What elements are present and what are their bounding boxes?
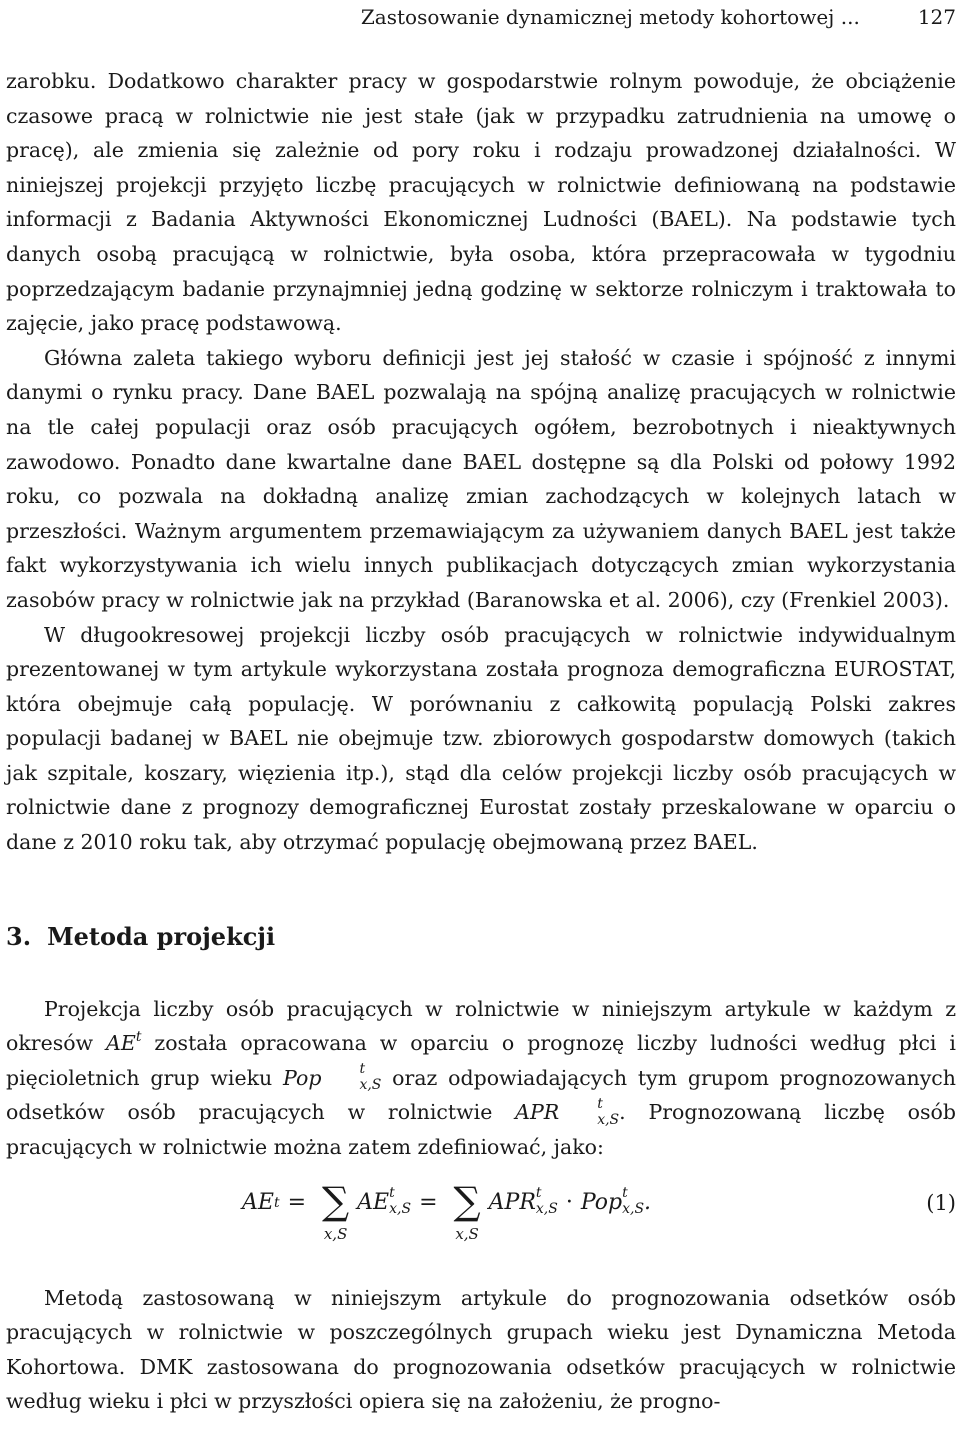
- equation-body: [242, 1179, 651, 1243]
- eq-equals-1: =: [287, 1189, 307, 1215]
- eq-term-pop-subscript: x,S: [622, 1200, 645, 1217]
- eq-term-pop-superscript: t: [622, 1184, 628, 1201]
- math-apr-scripts: [559, 1097, 619, 1127]
- math-apr-subscript: x,S: [597, 1111, 620, 1128]
- math-apr-base: APR: [515, 1100, 560, 1125]
- eq-term-apr-subscript: x,S: [535, 1200, 558, 1217]
- paragraph-3: W długookresowej projekcji liczby osób pracujących w rolnictwie indywidualnym prezentowanej w tym artykule wykorzystana została prognoza demograficzna EUROSTAT, która obejmuje całą populację. W porównaniu z całkowitą populacją Polski zakres populacji badanej w BAEL nie obejmuje tzw. zbiorowych gospodarstw domowych (takich jak szpitale, koszary, więzienia itp.), stąd dla celów projekcji liczby osób pracujących w rolnictwie dane z prognozy demograficznej Eurostat zostały przeskalowane w oparciu o dane z 2010 roku tak, aby otrzymać populację obejmowaną przez BAEL.: [6, 622, 956, 855]
- eq-term-ae-subscript: x,S: [389, 1200, 412, 1217]
- eq-term-apr-superscript: t: [535, 1184, 542, 1201]
- eq-term-pop: [581, 1179, 651, 1227]
- equation-1: [6, 1179, 956, 1263]
- math-apr-superscript: t: [597, 1095, 603, 1112]
- math-pop-superscript: t: [359, 1061, 366, 1078]
- paragraph-5: Metodą zastosowaną w niniejszym artykule do prognozowania odsetków osób pracujących w rolnictwie w poszczególnych grupach wieku jest Dynamiczna Metoda Kohortowa. DMK zastosowana do prognozowania odsetków pracujących w rolnictwie według wieku i płci w przyszłości opiera się na założeniu, że progno-: [6, 1285, 956, 1414]
- equation-number: (1): [926, 1190, 956, 1215]
- paragraph-2: Główna zaleta takiego wyboru definicji jest jej stałość w czasie i spójność z innymi danymi o rynku pracy. Dane BAEL pozwalają na spójną analizę pracujących w rolnictwie na tle całej populacji oraz osób pracujących ogółem, bezrobotnych i nieaktywnych zawodowo. Ponadto dane kwartalne dane BAEL dostępne są dla Polski od połowy 1992 roku, co pozwala na dokładną analizę zmian zachodzących w kolejnych latach w przeszłości. Ważnym argumentem przemawiającym za używaniem danych BAEL jest także fakt wykorzystywania ich wielu innych publikacjach dotyczących zmian wykorzystania zasobów pracy w rolnictwie jak na przykład (Baranowska et al. 2006), czy (Frenkiel 2003).: [6, 345, 956, 612]
- eq-term-ae-base: AE: [357, 1189, 390, 1215]
- eq-dot: ·: [565, 1189, 573, 1215]
- math-pop: [283, 1061, 382, 1094]
- eq-sum-1: [322, 1179, 349, 1243]
- p4-text-3: oraz odpowiadających tym grupom prognozowanych odsetków osób pracujących w rolnictwie: [6, 1065, 956, 1125]
- eq-term-ae-scripts: [389, 1186, 411, 1216]
- running-head: [6, 0, 956, 32]
- p4-text-1: Projekcja liczby osób pracujących w rolnictwie w niniejszym artykule w każdym z okresów: [6, 996, 956, 1056]
- sigma-icon: ∑: [453, 1178, 481, 1223]
- math-apr: [515, 1095, 620, 1128]
- paragraph-1: zarobku. Dodatkowo charakter pracy w gospodarstwie rolnym powoduje, że obciążenie czasowe pracą w rolnictwie nie jest stałe (jak w przypadku zatrudnienia na umowę o pracę), ale zmienia się zależnie od pory roku i rodzaju prowadzonej działalności. W niniejszej projekcji przyjęto liczbę pracujących w rolnictwie definiowaną na podstawie informacji z Badania Aktywności Ekonomicznej Ludności (BAEL). Na podstawie tych danych osobą pracującą w rolnictwie, była osoba, która przepracowała w tygodniu poprzedzającym badanie przynajmniej jedną godzinę w sektorze rolniczym i traktowała to zajęcie, jako pracę podstawową.: [6, 69, 956, 336]
- eq-term-ae-superscript: t: [389, 1184, 395, 1201]
- eq-term-pop-base: Pop: [580, 1189, 623, 1215]
- eq-term-apr-base: APR: [488, 1189, 536, 1215]
- eq-sum-2-limit: x,S: [455, 1224, 479, 1243]
- eq-term-pop-scripts: [622, 1186, 644, 1216]
- sigma-icon: ∑: [322, 1178, 350, 1223]
- math-pop-base: Pop: [283, 1065, 322, 1090]
- math-ae: [106, 1031, 141, 1055]
- math-ae-superscript: t: [135, 1029, 142, 1046]
- eq-equals-2: =: [419, 1189, 438, 1215]
- eq-term-apr: [489, 1179, 558, 1227]
- p4-text-2: została opracowana w oparciu o prognozę liczby ludności według płci i pięcioletnich grup wieku: [6, 1031, 956, 1090]
- eq-sum-1-limit: x,S: [323, 1224, 348, 1243]
- section-title: Metoda projekcji: [47, 921, 276, 951]
- section-heading: [6, 920, 956, 954]
- page-number: 127: [917, 5, 956, 29]
- eq-lhs: AE t: [242, 1179, 280, 1227]
- eq-sum-2: [454, 1179, 481, 1243]
- math-pop-subscript: x,S: [359, 1077, 382, 1094]
- p4-text-4: . Prognozowaną liczbę osób pracujących w rolnictwie można zatem zdefiniować, jako:: [6, 1100, 957, 1160]
- math-pop-scripts: [321, 1062, 381, 1092]
- eq-term-ae: [357, 1179, 411, 1227]
- section-number: 3.: [6, 921, 32, 951]
- math-ae-base: AE: [106, 1031, 136, 1056]
- eq-period: .: [644, 1189, 652, 1215]
- eq-term-apr-scripts: [536, 1186, 558, 1216]
- eq-lhs-base: AE: [242, 1189, 274, 1215]
- paragraph-4: [6, 992, 956, 1165]
- running-head-title: Zastosowanie dynamicznej metody kohortowej ...: [360, 5, 860, 29]
